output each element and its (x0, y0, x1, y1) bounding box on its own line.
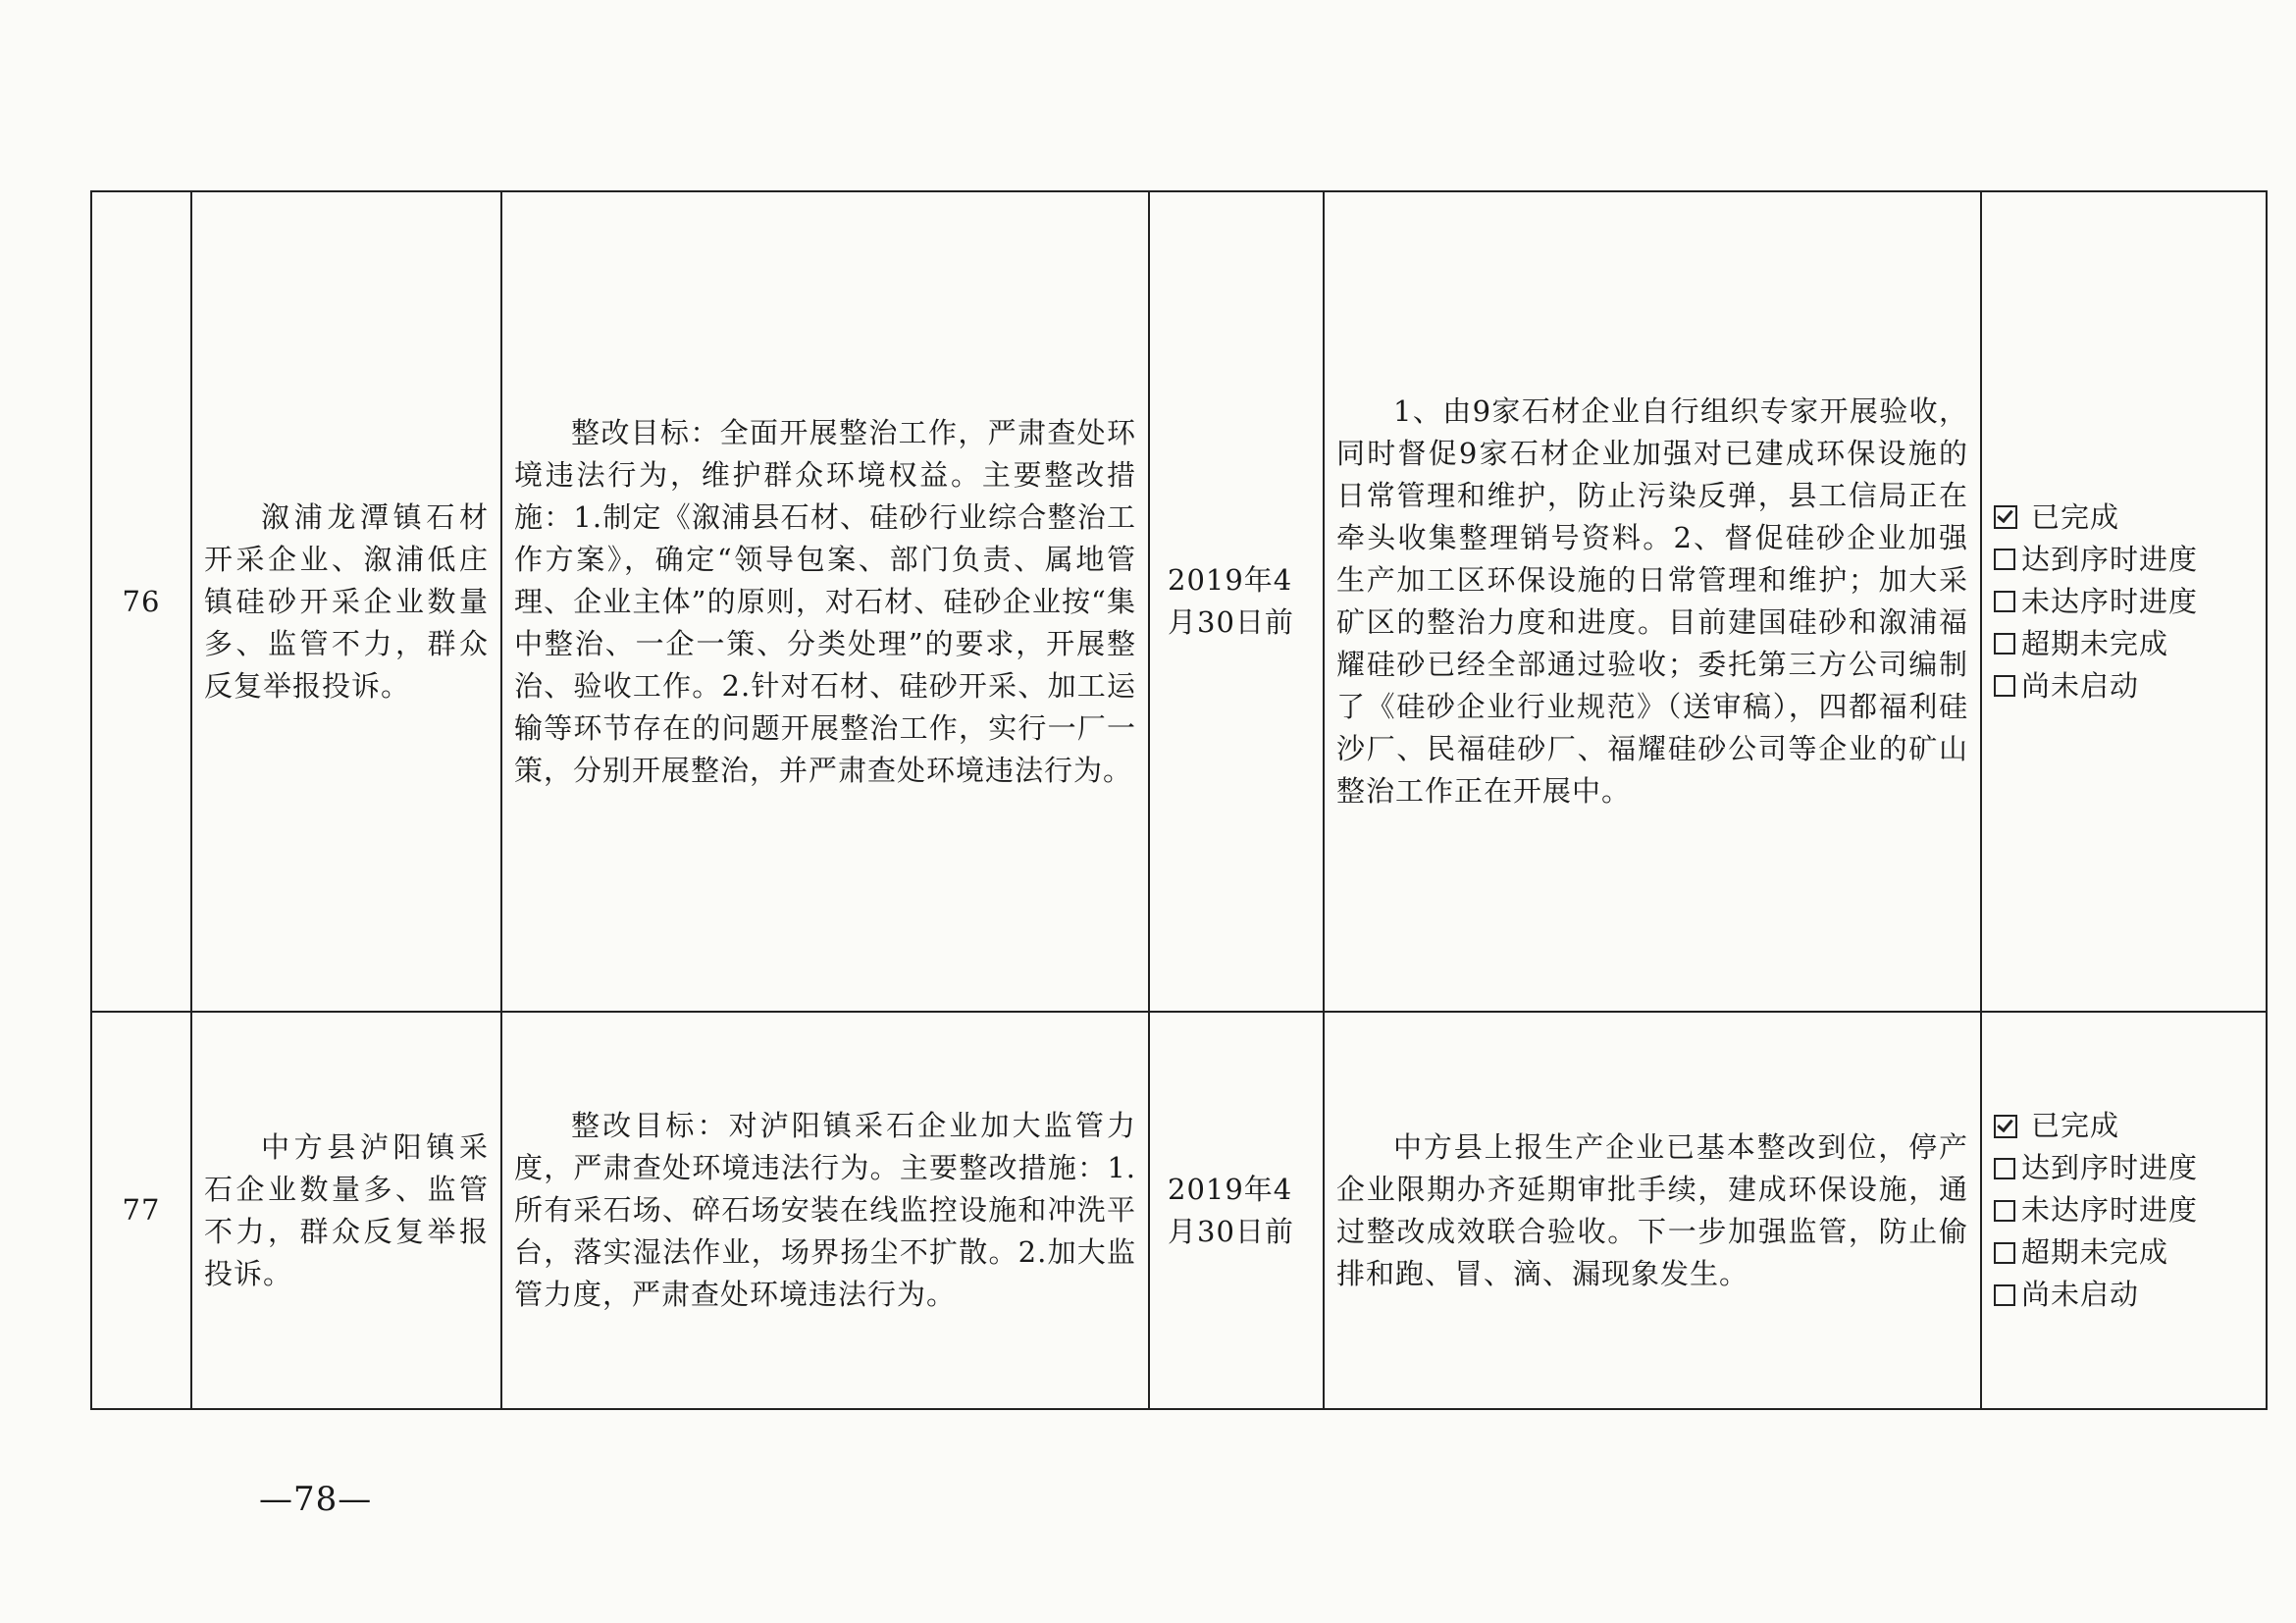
progress-text: 1、由9家石材企业自行组织专家开展验收，同时督促9家石材企业加强对已建成环保设施的日常管理和维护，防止污染反弹，县工信局正在牵头收集整理销号资料。2、督促硅砂企业加强生产加工区环保设施的日常管理和维护；加大采矿区的整治力度和进度。目前建国硅砂和溆浦福耀硅砂已经全部通过验收；委托第三方公司编制了《硅砂企业行业规范》（送审稿），四都福利硅沙厂、民福硅砂厂、福耀硅砂公司等企业的矿山整治工作正在开展中。 (1336, 394, 1968, 808)
status-cell (1981, 191, 2267, 1012)
status-option (1994, 665, 2254, 707)
table-row (91, 1012, 2267, 1409)
rectification-table (90, 190, 2268, 1410)
row-number: 77 (91, 1012, 191, 1409)
empty-box-icon (1994, 1284, 2015, 1306)
status-label: 未达序时进度 (2021, 584, 2199, 618)
status-label: 已完成 (2031, 499, 2120, 534)
status-label: 尚未启动 (2021, 1278, 2140, 1311)
progress-cell (1324, 191, 1981, 1012)
status-label: 尚未启动 (2021, 668, 2140, 703)
goal-cell (501, 191, 1149, 1012)
status-option (1994, 1189, 2254, 1231)
empty-box-icon (1994, 675, 2015, 697)
status-checklist (1994, 1105, 2254, 1316)
page-number: —78— (259, 1480, 373, 1519)
progress-text: 中方县上报生产企业已基本整改到位，停产企业限期办齐延期审批手续，建成环保设施，通过整改成效联合验收。下一步加强监管，防止偷排和跑、冒、滴、漏现象发生。 (1336, 1129, 1968, 1290)
table-row (91, 191, 2267, 1012)
checked-box-icon (1994, 505, 2017, 529)
empty-box-icon (1994, 591, 2015, 612)
empty-box-icon (1994, 1200, 2015, 1222)
checked-box-icon (1994, 1115, 2017, 1138)
empty-box-icon (1994, 1242, 2015, 1264)
goal-cell (501, 1012, 1149, 1409)
empty-box-icon (1994, 549, 2015, 570)
status-option (1994, 1231, 2254, 1274)
progress-cell (1324, 1012, 1981, 1409)
status-label: 超期未完成 (2021, 626, 2169, 660)
empty-box-icon (1994, 633, 2015, 654)
status-cell (1981, 1012, 2267, 1409)
status-label: 达到序时进度 (2021, 1151, 2199, 1184)
status-label: 超期未完成 (2021, 1235, 2169, 1269)
status-option (1994, 497, 2254, 539)
status-option (1994, 1274, 2254, 1316)
problem-text: 中方县泸阳镇采石企业数量多、监管不力，群众反复举报投诉。 (204, 1129, 489, 1290)
deadline-cell: 2019年4月30日前 (1149, 1012, 1324, 1409)
status-label: 已完成 (2031, 1109, 2120, 1142)
problem-cell (191, 191, 501, 1012)
status-option (1994, 1105, 2254, 1147)
status-label: 未达序时进度 (2021, 1193, 2199, 1227)
problem-cell (191, 1012, 501, 1409)
empty-box-icon (1994, 1158, 2015, 1179)
goal-text: 整改目标：全面开展整治工作，严肃查处环境违法行为，维护群众环境权益。主要整改措施：1.制定《溆浦县石材、硅砂行业综合整治工作方案》，确定“领导包案、部门负责、属地管理、企业主体”的原则，对石材、硅砂企业按“集中整治、一企一策、分类处理”的要求，开展整治、验收工作。2.针对石材、硅砂开采、加工运输等环节存在的问题开展整治工作，实行一厂一策，分别开展整治，并严肃查处环境违法行为。 (514, 415, 1136, 787)
status-option (1994, 623, 2254, 665)
goal-text: 整改目标：对泸阳镇采石企业加大监管力度，严肃查处环境违法行为。主要整改措施：1.所有采石场、碎石场安装在线监控设施和冲洗平台，落实湿法作业，场界扬尘不扩散。2.加大监管力度，严肃查处环境违法行为。 (514, 1109, 1136, 1311)
status-option (1994, 539, 2254, 581)
status-option (1994, 1147, 2254, 1189)
status-option (1994, 581, 2254, 623)
deadline-cell: 2019年4月30日前 (1149, 191, 1324, 1012)
problem-text: 溆浦龙潭镇石材开采企业、溆浦低庄镇硅砂开采企业数量多、监管不力，群众反复举报投诉。 (204, 499, 489, 703)
row-number: 76 (91, 191, 191, 1012)
status-label: 达到序时进度 (2021, 542, 2199, 576)
status-checklist (1994, 497, 2254, 707)
